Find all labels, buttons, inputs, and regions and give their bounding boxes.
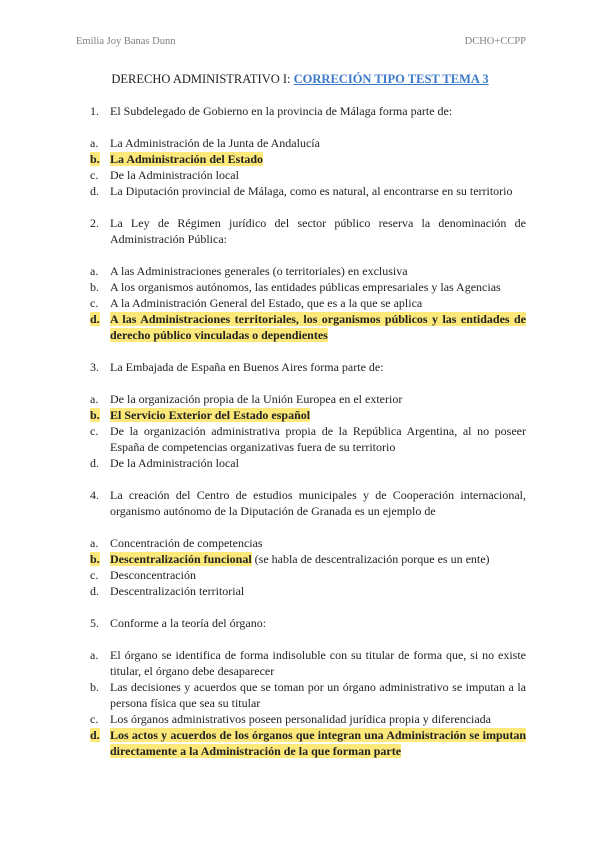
- option-2d-correct: [90, 311, 526, 343]
- question-number: 1.: [90, 104, 99, 118]
- question-text: Conforme a la teoría del órgano:: [110, 616, 267, 630]
- option-text: Los actos y acuerdos de los órganos que integran una Administración se imputan directamente a la Administración de la que forman parte: [110, 728, 526, 758]
- option-text: Los órganos administrativos poseen personalidad jurídica propia y diferenciada: [110, 712, 491, 726]
- option-4a: [90, 535, 526, 551]
- options-4: [90, 535, 526, 599]
- question-text: La creación del Centro de estudios municipales y de Cooperación internacional, organismo autónomo de la Diputación de Granada es un ejemplo de: [110, 488, 526, 518]
- option-2b: [90, 279, 526, 295]
- option-text: A las Administraciones territoriales, los organismos públicos y las entidades de derecho público vinculadas o dependientes: [110, 312, 526, 342]
- options-5: [90, 647, 526, 759]
- option-letter: a.: [90, 136, 99, 150]
- option-letter: d.: [90, 584, 99, 598]
- option-5b: [90, 679, 526, 711]
- option-letter: c.: [90, 712, 99, 726]
- option-3d: [90, 455, 526, 471]
- options-2: [90, 263, 526, 343]
- test-content: [90, 103, 526, 775]
- option-letter: b.: [90, 680, 99, 694]
- option-text: La Diputación provincial de Málaga, como es natural, al encontrarse en su territorio: [110, 184, 513, 198]
- option-text: Concentración de competencias: [110, 536, 263, 550]
- option-5a: [90, 647, 526, 679]
- question-number: 2.: [90, 216, 99, 230]
- option-text: A la Administración General del Estado, que es a la que se aplica: [110, 296, 423, 310]
- option-note: (se habla de descentralización porque es un ente): [251, 552, 490, 566]
- option-text: A los organismos autónomos, las entidades públicas empresariales y las Agencias: [110, 280, 501, 294]
- option-letter: d.: [90, 184, 99, 198]
- options-3: [90, 391, 526, 471]
- option-text: La Administración del Estado: [110, 152, 264, 166]
- option-3b-correct: [90, 407, 526, 423]
- question-number: 3.: [90, 360, 99, 374]
- option-letter: b.: [90, 552, 100, 566]
- option-text: El Servicio Exterior del Estado español: [110, 408, 311, 422]
- title-prefix: DERECHO ADMINISTRATIVO I:: [111, 72, 294, 86]
- option-letter: b.: [90, 280, 99, 294]
- option-text: De la organización administrativa propia de la República Argentina, al no poseer España de competencias organizativas fuera de su territorio: [110, 424, 526, 454]
- option-letter: a.: [90, 264, 99, 278]
- page-header: [76, 36, 526, 47]
- question-text: El Subdelegado de Gobierno en la provincia de Málaga forma parte de:: [110, 104, 453, 118]
- option-3a: [90, 391, 526, 407]
- option-text: La Administración de la Junta de Andalucía: [110, 136, 320, 150]
- option-text: El órgano se identifica de forma indisoluble con su titular de forma que, si no existe titular, el órgano debe desaparecer: [110, 648, 526, 678]
- option-letter: c.: [90, 424, 99, 438]
- option-4c: [90, 567, 526, 583]
- option-letter: d.: [90, 728, 100, 742]
- header-author: Emilia Joy Banas Dunn: [76, 36, 176, 47]
- question-4: [90, 487, 526, 519]
- option-5c: [90, 711, 526, 727]
- option-letter: c.: [90, 296, 99, 310]
- option-letter: d.: [90, 456, 99, 470]
- option-letter: a.: [90, 392, 99, 406]
- option-letter: c.: [90, 568, 99, 582]
- question-text: La Embajada de España en Buenos Aires forma parte de:: [110, 360, 384, 374]
- option-text: De la Administración local: [110, 168, 239, 182]
- option-text: Descentralización funcional: [110, 552, 252, 566]
- option-1a: [90, 135, 526, 151]
- option-text: Las decisiones y acuerdos que se toman por un órgano administrativo se imputan a la persona física que sea su titular: [110, 680, 526, 710]
- option-letter: b.: [90, 152, 100, 166]
- option-5d-correct: [90, 727, 526, 759]
- header-course: DCHO+CCPP: [464, 36, 526, 47]
- question-number: 5.: [90, 616, 99, 630]
- option-letter: b.: [90, 408, 100, 422]
- option-letter: a.: [90, 648, 99, 662]
- option-letter: d.: [90, 312, 100, 326]
- question-5: [90, 615, 526, 631]
- option-1d: [90, 183, 526, 199]
- option-text: Desconcentración: [110, 568, 196, 582]
- option-letter: c.: [90, 168, 99, 182]
- question-text: La Ley de Régimen jurídico del sector público reserva la denominación de Administración Pública:: [110, 216, 526, 246]
- option-text: De la organización propia de la Unión Europea en el exterior: [110, 392, 403, 406]
- option-text: Descentralización territorial: [110, 584, 245, 598]
- option-1c: [90, 167, 526, 183]
- option-4b-correct: [90, 551, 526, 567]
- option-2a: [90, 263, 526, 279]
- option-3c: [90, 423, 526, 455]
- question-2: [90, 215, 526, 247]
- option-2c: [90, 295, 526, 311]
- options-1: [90, 135, 526, 199]
- question-3: [90, 359, 526, 375]
- question-1: [90, 103, 526, 119]
- option-text: A las Administraciones generales (o territoriales) en exclusiva: [110, 264, 408, 278]
- title-link[interactable]: CORRECIÓN TIPO TEST TEMA 3: [293, 72, 489, 86]
- option-4d: [90, 583, 526, 599]
- option-text: De la Administración local: [110, 456, 239, 470]
- page-title: [0, 72, 600, 87]
- option-1b-correct: [90, 151, 526, 167]
- question-number: 4.: [90, 488, 99, 502]
- option-letter: a.: [90, 536, 99, 550]
